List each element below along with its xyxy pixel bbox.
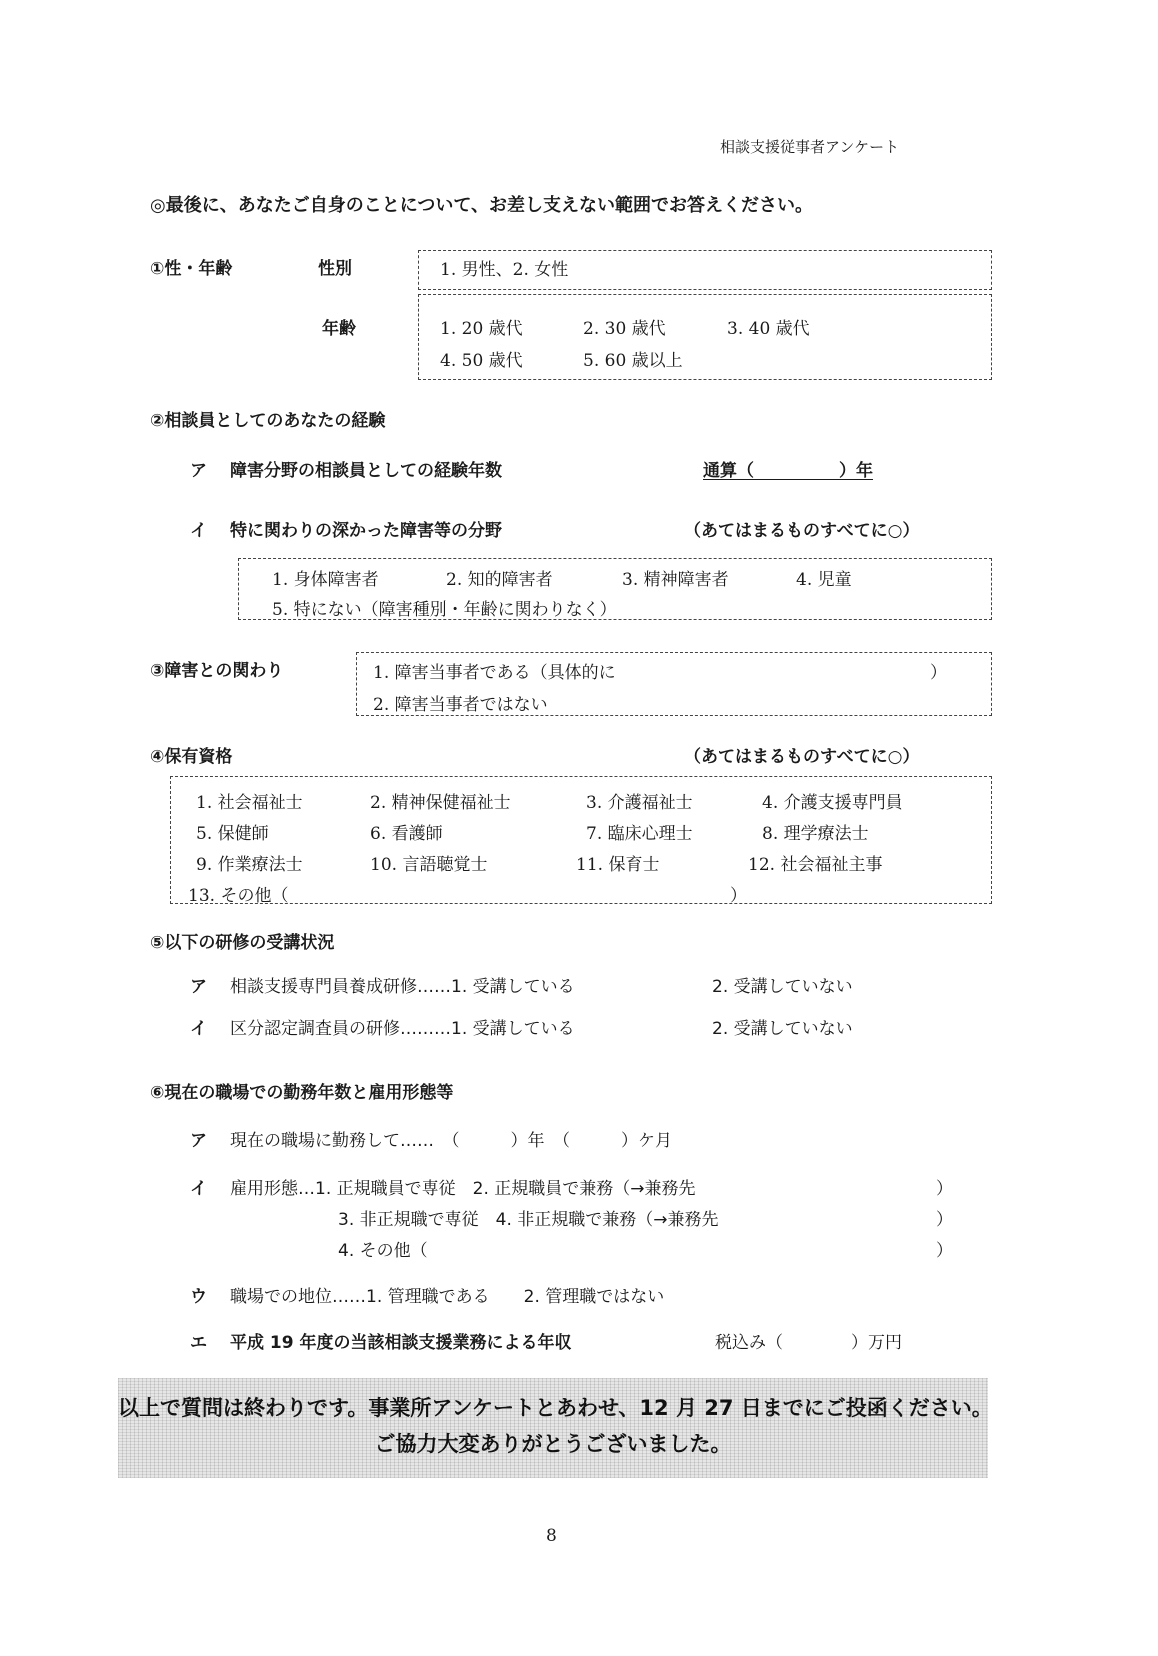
- q2-a-mark: ア: [190, 461, 207, 481]
- q3-option-1-close: ）: [930, 663, 947, 683]
- q1-age-option[interactable]: 5. 60 歳以上: [583, 351, 683, 371]
- q1-age-option[interactable]: 2. 30 歳代: [583, 319, 666, 339]
- q4-option[interactable]: 10. 言語聴覚士: [370, 855, 488, 875]
- q2-i-option[interactable]: 5. 特にない（障害種別・年齢に関わりなく）: [272, 600, 617, 620]
- q2-i-option[interactable]: 2. 知的障害者: [446, 570, 553, 590]
- q5-a-mark: ア: [190, 977, 207, 997]
- q5-a-option-2[interactable]: 2. 受講していない: [712, 977, 853, 997]
- q4-option[interactable]: 2. 精神保健福祉士: [370, 793, 511, 813]
- q1-title: ①性・年齢: [150, 259, 233, 279]
- q4-option[interactable]: 3. 介護福祉士: [586, 793, 693, 813]
- q6-i-line-1[interactable]: 雇用形態…1. 正規職員で専従 2. 正規職員で兼務（→兼務先: [230, 1179, 696, 1199]
- q5-i-option-2[interactable]: 2. 受講していない: [712, 1019, 853, 1039]
- document-title: 相談支援従事者アンケート: [720, 138, 900, 156]
- q1-sex-options[interactable]: 1. 男性、2. 女性: [440, 260, 569, 280]
- q6-a-mark: ア: [190, 1131, 207, 1151]
- q2-i-option[interactable]: 3. 精神障害者: [622, 570, 729, 590]
- closing-banner: [118, 1378, 993, 1478]
- q2-a-text: 障害分野の相談員としての経験年数: [230, 461, 502, 481]
- q2-i-note: （あてはまるものすべてに○）: [684, 521, 920, 541]
- q5-i-text[interactable]: 区分認定調査員の研修………1. 受講している: [230, 1019, 575, 1039]
- closing-message: 以上で質問は終わりです。事業所アンケートとあわせ、12 月 27 日までにご投函ください。: [118, 1396, 993, 1420]
- q6-u-mark: ウ: [190, 1287, 207, 1307]
- page-number: 8: [546, 1526, 557, 1546]
- q4-option-other-close: ）: [730, 886, 747, 906]
- q2-i-mark: イ: [190, 521, 207, 541]
- q6-e-answer-field[interactable]: 税込み（ ）万円: [715, 1333, 902, 1353]
- q4-note: （あてはまるものすべてに○）: [684, 747, 920, 767]
- q3-title: ③障害との関わり: [150, 661, 284, 681]
- q6-i-line-3[interactable]: 4. その他（: [338, 1241, 428, 1261]
- q4-option[interactable]: 8. 理学療法士: [762, 824, 869, 844]
- intro-instruction: ◎最後に、あなたご自身のことについて、お差し支えない範囲でお答えください。: [150, 195, 813, 216]
- q6-u-text[interactable]: 職場での地位……1. 管理職である 2. 管理職ではない: [230, 1287, 665, 1307]
- q5-title: ⑤以下の研修の受講状況: [150, 933, 335, 953]
- q1-age-option[interactable]: 4. 50 歳代: [440, 351, 523, 371]
- q4-option[interactable]: 11. 保育士: [576, 855, 660, 875]
- q4-option[interactable]: 12. 社会福祉主事: [748, 855, 883, 875]
- q2-title: ②相談員としてのあなたの経験: [150, 411, 386, 431]
- q6-a-text[interactable]: 現在の職場に勤務して…… （ ）年 （ ）ケ月: [230, 1131, 672, 1151]
- q6-i-line-3-close: ）: [936, 1241, 953, 1261]
- q2-i-option[interactable]: 1. 身体障害者: [272, 570, 379, 590]
- q4-option[interactable]: 9. 作業療法士: [196, 855, 303, 875]
- q4-title: ④保有資格: [150, 747, 233, 767]
- q2-i-text: 特に関わりの深かった障害等の分野: [230, 521, 502, 541]
- q6-i-mark: イ: [190, 1179, 207, 1199]
- q1-age-label: 年齢: [322, 319, 356, 339]
- q6-i-line-1-close: ）: [936, 1179, 953, 1199]
- q4-option[interactable]: 5. 保健師: [196, 824, 269, 844]
- q4-option[interactable]: 4. 介護支援専門員: [762, 793, 903, 813]
- q6-i-line-2-close: ）: [936, 1210, 953, 1230]
- q3-option-1[interactable]: 1. 障害当事者である（具体的に: [373, 663, 616, 683]
- q1-age-option[interactable]: 3. 40 歳代: [727, 319, 810, 339]
- q6-title: ⑥現在の職場での勤務年数と雇用形態等: [150, 1083, 454, 1103]
- q4-option[interactable]: 6. 看護師: [370, 824, 443, 844]
- q5-i-mark: イ: [190, 1019, 207, 1039]
- q3-option-2[interactable]: 2. 障害当事者ではない: [373, 695, 548, 715]
- q1-sex-label: 性別: [318, 259, 352, 279]
- q5-a-text[interactable]: 相談支援専門員養成研修……1. 受講している: [230, 977, 575, 997]
- q1-age-option[interactable]: 1. 20 歳代: [440, 319, 523, 339]
- q6-e-text: 平成 19 年度の当該相談支援業務による年収: [230, 1333, 572, 1353]
- q2-i-option[interactable]: 4. 児童: [796, 570, 852, 590]
- q2-a-answer-field[interactable]: 通算（ ）年: [703, 461, 873, 481]
- q6-i-line-2[interactable]: 3. 非正規職で専従 4. 非正規職で兼務（→兼務先: [338, 1210, 719, 1230]
- q6-e-mark: エ: [190, 1333, 207, 1353]
- q4-option-other[interactable]: 13. その他（: [188, 886, 289, 906]
- q4-option[interactable]: 7. 臨床心理士: [586, 824, 693, 844]
- thank-you-message: ご協力大変ありがとうございました。: [374, 1432, 732, 1456]
- q4-option[interactable]: 1. 社会福祉士: [196, 793, 303, 813]
